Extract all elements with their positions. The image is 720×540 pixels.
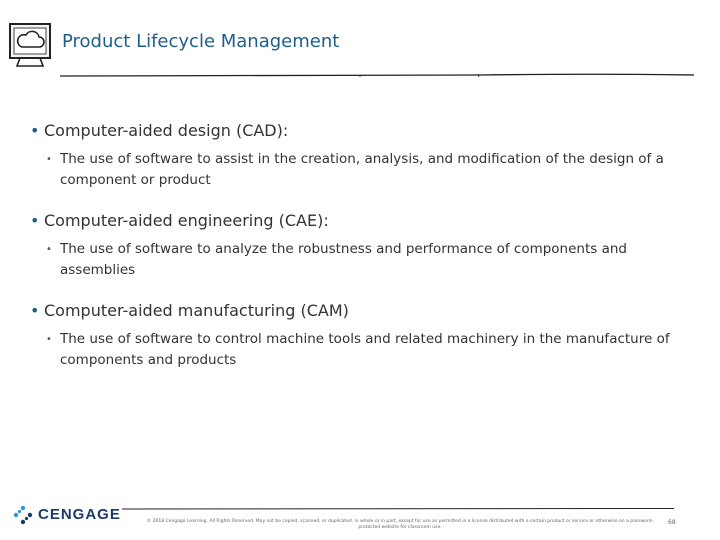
page-number: 68 [668, 519, 676, 526]
sub-bullet-cam [46, 329, 690, 371]
bullet-group-cae [30, 210, 690, 281]
bullet-dot-icon: • [30, 121, 40, 140]
slide-content [30, 120, 690, 390]
copyright-notice: © 2018 Cengage Learning. All Rights Reserved. May not be copied, scanned, or duplicated, in whole or in part, except for use as permitted in a license distributed with a certain product or service or otherwise on a password-protected website for classroom use. [146, 519, 654, 530]
bullet-dot-icon: • [30, 211, 40, 230]
cengage-logo-mark-icon [12, 504, 34, 526]
bullet-cad-label: Computer-aided design (CAD): [44, 121, 289, 140]
bullet-cam [30, 300, 690, 322]
bullet-cae-label: Computer-aided engineering (CAE): [44, 211, 329, 230]
bullet-dot-icon: • [46, 244, 52, 255]
logo-text: CENGAGE [38, 506, 121, 523]
sub-bullet-cae [46, 239, 690, 281]
sub-bullet-cad [46, 149, 690, 191]
bullet-cam-label: Computer-aided manufacturing (CAM) [44, 301, 349, 320]
bullet-group-cam [30, 300, 690, 371]
title-divider [60, 72, 694, 78]
footer-divider [122, 507, 674, 511]
bullet-dot-icon: • [30, 301, 40, 320]
bullet-cad [30, 120, 690, 142]
sub-bullet-cad-text: The use of software to assist in the creation, analysis, and modification of the design of a component or product [60, 151, 664, 188]
sub-bullet-cam-text: The use of software to control machine tools and related machinery in the manufacture of components and products [60, 331, 670, 368]
sub-bullet-cae-text: The use of software to analyze the robustness and performance of components and assemblies [60, 241, 627, 278]
cengage-logo [12, 498, 122, 530]
cloud-monitor-icon [8, 22, 52, 68]
bullet-dot-icon: • [46, 154, 52, 165]
bullet-cae [30, 210, 690, 232]
slide-title: Product Lifecycle Management [62, 31, 340, 52]
bullet-group-cad [30, 120, 690, 191]
bullet-dot-icon: • [46, 334, 52, 345]
